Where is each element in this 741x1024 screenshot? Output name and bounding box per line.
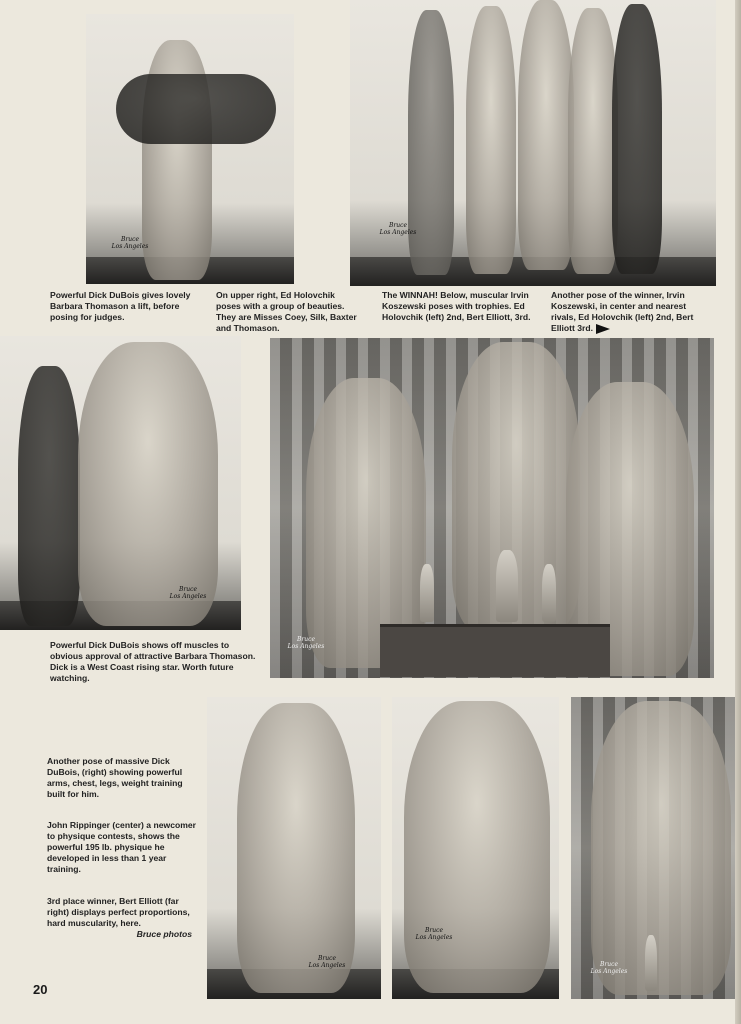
woman-figure (568, 8, 618, 274)
trophy-icon (645, 935, 657, 991)
photo-rippinger-pose (392, 697, 559, 999)
bodybuilder-figure (518, 0, 574, 270)
caption-holovchik-beauties: On upper right, Ed Holovchik poses with a group of beauties. They are Misses Coey, Silk, Baxter and Thomason. (216, 290, 357, 333)
woman-figure (116, 74, 276, 144)
photo-dubois-lift (86, 14, 294, 284)
page-number: 20 (33, 982, 48, 997)
caption-dubois-muscles: Powerful Dick DuBois shows off muscles to obvious approval of attractive Barbara Thomason. Dick is a West Coast rising star. Worth future watching. (50, 640, 256, 683)
trophy-icon (542, 564, 556, 622)
photo-dubois-pose (207, 697, 381, 999)
photo-credit: Bruce Los Angeles (308, 955, 346, 969)
caption-rippinger: John Rippinger (center) a newcomer to physique contests, shows the powerful 195 lb. physique he developed in less than 1 year training. (47, 820, 196, 874)
caption-elliott: 3rd place winner, Bert Elliott (far right) displays perfect proportions, hard muscularity, here. Bruce photos (47, 896, 192, 939)
photo-credit: Bruce Los Angeles (379, 222, 417, 236)
photo-winners-trophies (270, 338, 714, 678)
page-edge (735, 0, 741, 1024)
trophy-icon (420, 564, 434, 622)
photo-dubois-muscles (0, 336, 241, 630)
trophy-icon (496, 550, 518, 622)
photo-credit: Bruce Los Angeles (111, 236, 149, 250)
photo-credit-line: Bruce photos (136, 929, 192, 939)
caption-another-pose-winner: Another pose of the winner, Irvin Koszewski, in center and nearest rivals, Ed Holovchik (left) 2nd, Bert Elliott 3rd. (551, 290, 694, 333)
woman-figure (466, 6, 516, 274)
trophy-table (380, 624, 610, 677)
bodybuilder-figure (591, 701, 731, 995)
photo-elliott-pose (571, 697, 736, 999)
caption-winnah: The WINNAH! Below, muscular Irvin Koszewski poses with trophies. Ed Holovchik (left) 2nd, Bert Elliott, 3rd. (382, 290, 531, 322)
photo-holovchik-beauties (350, 0, 716, 286)
caption-massive-dubois: Another pose of massive Dick DuBois, (right) showing powerful arms, chest, legs, weight training built for him. (47, 756, 183, 799)
photo-credit: Bruce Los Angeles (287, 636, 325, 650)
arrow-icon (596, 324, 610, 334)
caption-dubois-lift: Powerful Dick DuBois gives lovely Barbara Thomason a lift, before posing for judges. (50, 290, 191, 322)
woman-figure (612, 4, 662, 274)
bodybuilder-figure (78, 342, 218, 626)
photo-credit: Bruce Los Angeles (415, 927, 453, 941)
bodybuilder-figure (404, 701, 550, 993)
woman-figure (18, 366, 80, 626)
bodybuilder-figure (237, 703, 355, 993)
photo-credit: Bruce Los Angeles (590, 961, 628, 975)
photo-credit: Bruce Los Angeles (169, 586, 207, 600)
